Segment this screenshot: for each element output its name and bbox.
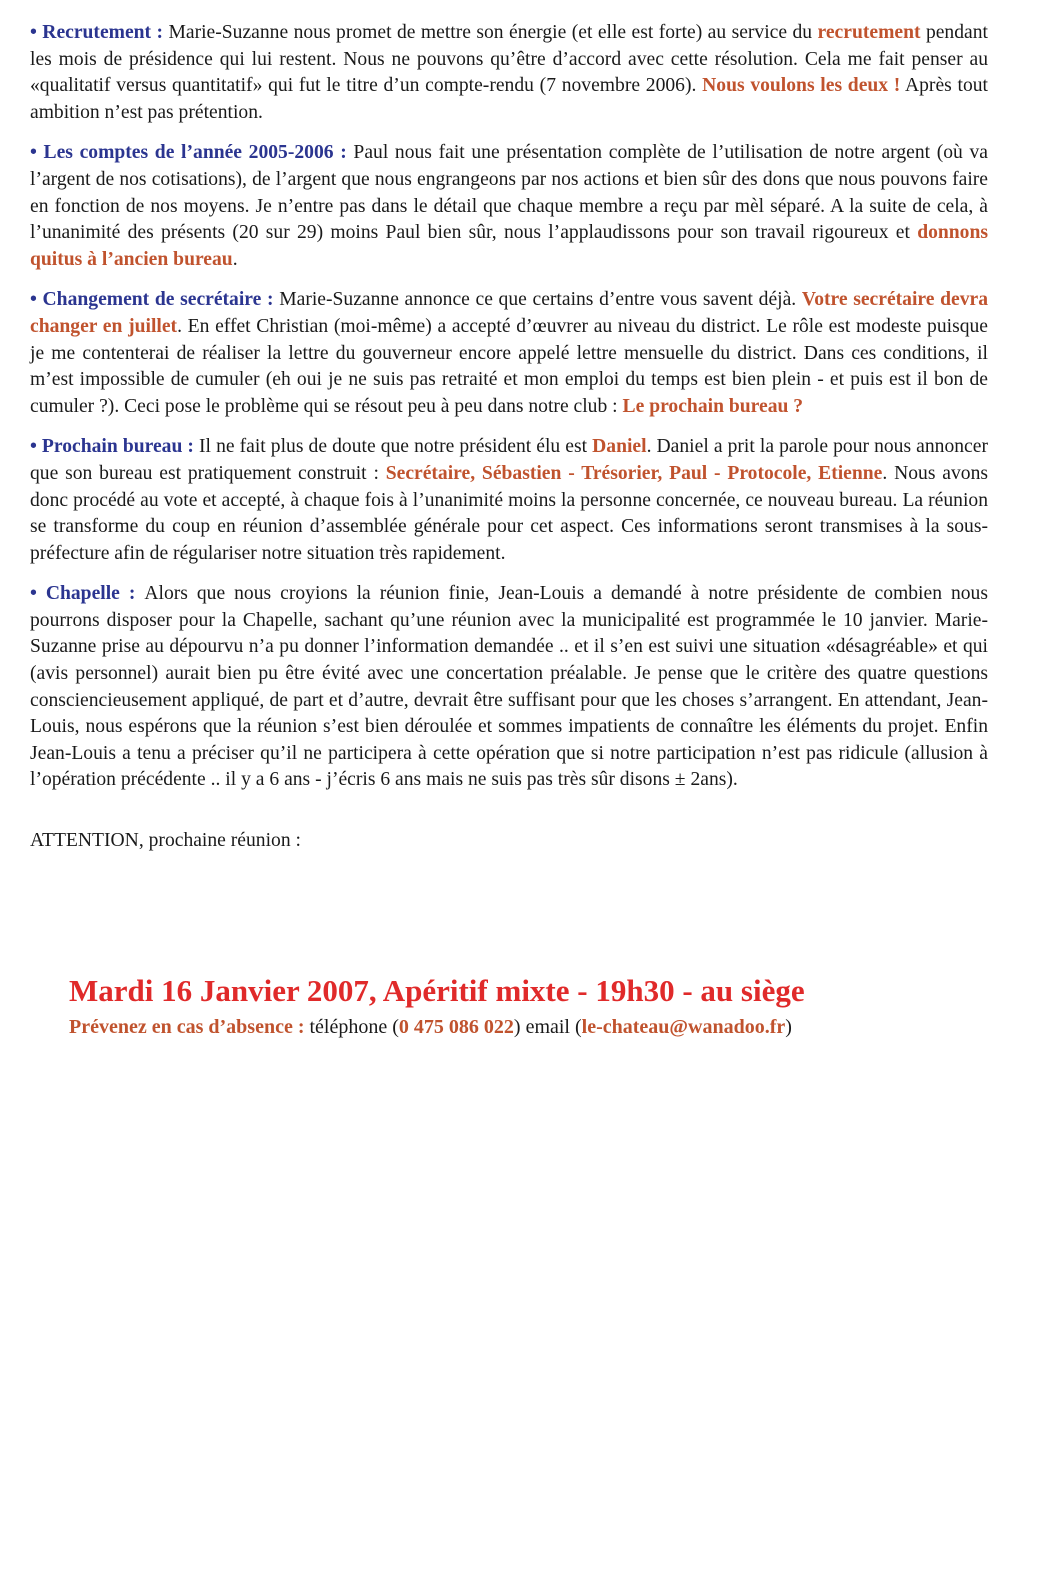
body-text: . En effet Christian (moi-même) a accepté d’œuvrer au niveau du district. Le rôle est modeste puisque je me contenterai de réaliser la lettre du gouverneur encore appelé lettre mensuelle du district. Dans ces conditions, il m’est impossible de cumuler (eh oui je ne suis pas retraité et mon emploi du temps est bien plein - et puis est il bon de cumuler ?). Ceci pose le problème qui se résout peu à peu dans notre club : (30, 315, 988, 417)
highlighted-text: Nous voulons les deux ! (702, 75, 901, 97)
paragraph-bureau (30, 434, 988, 567)
body-text: Il ne fait plus de doute que notre président élu est (199, 436, 593, 458)
email-address[interactable]: le-chateau@wanadoo.fr (581, 1016, 786, 1038)
body-text: Paul nous fait une présentation complète de l’utilisation de notre argent (où va l’argent de nos cotisations), de l’argent que nous engrangeons par nos actions et bien sûr des dons que nous pouvons faire en fonction de nos moyens. Je n’entre pas dans le détail que chaque membre a reçu par mèl séparé. A la suite de cela, à l’unanimité des présents (20 sur 29) moins Paul bien sûr, nous l’applaudissons pour son travail rigoureux et (30, 142, 988, 244)
body-text: Marie-Suzanne annonce ce que certains d’entre vous savent déjà. (279, 289, 802, 311)
section-heading: • Chapelle : (30, 583, 145, 605)
minutes-body (30, 20, 988, 794)
highlighted-text: Le prochain bureau ? (622, 395, 804, 417)
body-text: . (232, 248, 238, 270)
absence-label: Prévenez en cas d’absence : (69, 1016, 305, 1038)
body-text: . Daniel a prit la parole pour nous annoncer que son bureau est pratiquement construit : (30, 436, 988, 484)
body-text: pendant les mois de présidence qui lui restent. Nous ne pouvons qu’être d’accord avec cette résolution. Cela me fait penser au «qualitatif versus quantitatif» qui fut le titre d’un compte-rendu (7 novembre 2006). (30, 22, 988, 97)
phone-label: téléphone ( (304, 1016, 399, 1038)
body-text: Alors que nous croyions la réunion finie, Jean-Louis a demandé à notre présidente de combien nous pourrons disposer pour la Chapelle, sachant qu’une réunion avec la municipalité est programmée le 10 janvier. Marie-Suzanne prise au dépourvu n’a pu donner l’information demandée .. et il s’en est suivi une situation «désagréable» et qui (avis personnel) aurait bien pu être évité avec une concertation préalable. Je pense que le critère des quatre questions consciencieusement appliqué, de part et d’autre, devrait être suffisant pour que les choses s’arrangent. En attendant, Jean-Louis, nous espérons que la réunion s’est bien déroulée et sommes impatients de connaître les éléments du projet. Enfin Jean-Louis a tenu a préciser qu’il ne participera à cette opération que si notre participation n’est pas ridicule (allusion à l’opération précédente .. il y a 6 ans - j’écris 6 ans mais ne suis pas très sûr disons ± 2ans). (30, 583, 988, 791)
document-page (30, 20, 988, 854)
section-heading: • Prochain bureau : (30, 436, 200, 458)
body-text: Marie-Suzanne nous promet de mettre son énergie (et elle est forte) au service du (168, 22, 818, 43)
paragraph-secretaire (30, 287, 988, 420)
body-text: . Nous avons donc procédé au vote et accepté, à chaque fois à l’unanimité moins la personne concernée, ce nouveau bureau. La réunion se transforme du coup en réunion d’assemblée générale pour cet aspect. Ces informations seront transmises à la sous-préfecture afin de régulariser notre situation très rapidement. (30, 462, 988, 564)
highlighted-text: Votre secrétaire devra changer en juillet (30, 289, 989, 337)
body-text: Après tout ambition n’est pas prétention. (30, 75, 988, 123)
paragraph-recrutement (30, 20, 988, 126)
highlighted-text: donnons quitus à l’ancien bureau (30, 222, 988, 270)
section-heading: • Recrutement : (30, 22, 169, 43)
meeting-contact-line (69, 1012, 989, 1042)
highlighted-text: Daniel (592, 436, 647, 458)
next-meeting-block (69, 972, 989, 1042)
highlighted-text: recrutement (817, 22, 921, 43)
paragraph-comptes (30, 140, 988, 273)
highlighted-text: Secrétaire, Sébastien - Trésorier, Paul - Protocole, Etienne (385, 462, 883, 484)
phone-number: 0 475 086 022 (398, 1016, 514, 1038)
paragraph-chapelle (30, 581, 988, 794)
meeting-title: Mardi 16 Janvier 2007, Apéritif mixte - 19h30 - au siège (69, 973, 805, 1008)
contact-close-paren: ) (785, 1016, 792, 1038)
email-label: ) email ( (513, 1016, 582, 1038)
attention-notice: ATTENTION, prochaine réunion : (30, 830, 301, 852)
section-heading: • Changement de secrétaire : (30, 289, 280, 311)
section-heading: • Les comptes de l’année 2005-2006 : (30, 142, 354, 164)
